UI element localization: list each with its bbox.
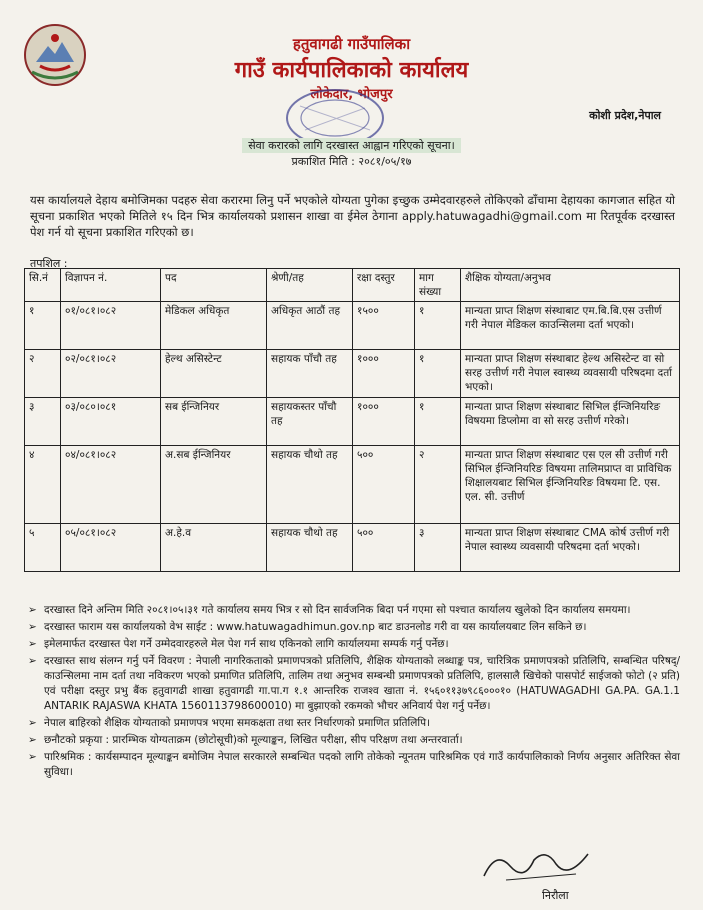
table-row	[25, 302, 680, 350]
col-header-sn: सि.नं	[25, 269, 61, 302]
vacancy-table	[24, 268, 680, 572]
list-item-text: इमेलमार्फत दरखास्त पेश गर्ने उम्मेदवारहरुले मेल पेश गर्न साथ एकिनको लागि कार्यालयमा सम्पर्क गर्नु पर्नेछ।	[44, 638, 449, 650]
cell-fee: १०००	[353, 398, 415, 446]
table-row	[25, 446, 680, 524]
cell-post: अ.हे.व	[161, 524, 267, 572]
cell-count: १	[415, 302, 461, 350]
header-location: लोकेदार, भोजपुर	[310, 87, 393, 102]
list-item	[28, 733, 680, 748]
list-item	[28, 654, 680, 714]
list-item	[28, 637, 680, 652]
list-item	[28, 716, 680, 731]
list-item-text: नेपाल बाहिरको शैक्षिक योग्यताको प्रमाणपत्र भएमा समकक्षता तथा स्तर निर्धारणको प्रमाणित प्रतिलिपि।	[44, 717, 431, 729]
list-item-text: दरखास्त फाराम यस कार्यालयको वेभ साईट : www.hatuwagadhimun.gov.np बाट डाउनलोड गरी वा यस कार्यालयबाट लिन सकिने छ।	[44, 621, 587, 633]
list-item	[28, 603, 680, 618]
list-item-text: दरखास्त दिने अन्तिम मिति २०८१।०५।३१ गते कार्यालय समय भित्र र सो दिन सार्वजनिक बिदा पर्न गएमा सो पश्चात कार्यालय खुलेको दिन कार्यालय समयमा।	[44, 604, 631, 616]
notice-title: सेवा करारको लागि दरखास्त आह्वान गरिएको सूचना।	[242, 138, 461, 153]
intro-paragraph: यस कार्यालयले देहाय बमोजिमका पदहरु सेवा करारमा लिनु पर्ने भएकोले योग्यता पुगेका इच्छुक उम्मेदवारहरुले तोकिएको ढाँचामा देहायका कागजात सहित यो सूचना प्रकाशित भएको मितिले १५ दिन भित्र कार्यालयको प्रशासन शाखा वा ईमेल ठेगाना apply.hatuwagadhi@gmail.com मा रितपूर्वक दरखास्त पेश गर्न यो सूचना प्रकाशित गरिएको छ।	[30, 193, 675, 239]
arrow-bullet-icon: ➢	[28, 655, 37, 667]
cell-sn: ५	[25, 524, 61, 572]
col-header-count: माग संख्या	[415, 269, 461, 302]
cell-fee: १५००	[353, 302, 415, 350]
cell-qualification: मान्यता प्राप्त शिक्षण संस्थाबाट सिभिल ईन्जिनियरिङ विषयमा डिप्लोमा वा सो सरह उत्तीर्ण गरेको।	[461, 398, 680, 446]
table-row	[25, 350, 680, 398]
col-header-fee: रक्षा दस्तुर	[353, 269, 415, 302]
instructions-list	[28, 603, 680, 782]
col-header-ad-no: विज्ञापन नं.	[61, 269, 161, 302]
list-item	[28, 620, 680, 635]
cell-fee: ५००	[353, 524, 415, 572]
cell-ad-no: ०१/०८१।०८२	[61, 302, 161, 350]
table-row	[25, 524, 680, 572]
cell-sn: २	[25, 350, 61, 398]
cell-fee: १०००	[353, 350, 415, 398]
cell-qualification: मान्यता प्राप्त शिक्षण संस्थाबाट एम.बि.बि.एस उत्तीर्ण गरी नेपाल मेडिकल काउन्सिलमा दर्ता भएको।	[461, 302, 680, 350]
col-header-post: पद	[161, 269, 267, 302]
cell-ad-no: ०३/०८०।०८१	[61, 398, 161, 446]
cell-sn: ३	[25, 398, 61, 446]
cell-fee: ५००	[353, 446, 415, 524]
cell-post: हेल्थ असिस्टेन्ट	[161, 350, 267, 398]
cell-post: अ.सब ईन्जिनियर	[161, 446, 267, 524]
published-date: प्रकाशित मिति : २०८१/०५/१७	[291, 155, 412, 168]
cell-sn: ४	[25, 446, 61, 524]
cell-qualification: मान्यता प्राप्त शिक्षण संस्थाबाट CMA कोर्ष उत्तीर्ण गरी नेपाल स्वास्थ्य व्यवसायी परिषदमा दर्ता भएको।	[461, 524, 680, 572]
cell-level: सहायक चौथो तह	[267, 524, 353, 572]
signature-icon	[476, 830, 596, 890]
arrow-bullet-icon: ➢	[28, 751, 37, 763]
cell-count: १	[415, 350, 461, 398]
cell-count: २	[415, 446, 461, 524]
col-header-level: श्रेणी/तह	[267, 269, 353, 302]
list-item-text: छनौटको प्रकृया : प्रारम्भिक योग्यताक्रम (छोटोसूची)को मूल्याङ्कन, लिखित परीक्षा, सीप परिक्षण तथा अन्तरवार्ता।	[44, 734, 463, 746]
arrow-bullet-icon: ➢	[28, 734, 37, 746]
header-municipality: हतुवागढी गाउँपालिका	[292, 35, 411, 53]
table-header-row	[25, 269, 680, 302]
table-label: तपशिल :	[30, 257, 68, 270]
cell-post: मेडिकल अधिकृत	[161, 302, 267, 350]
header-office: गाउँ कार्यपालिकाको कार्यालय	[234, 58, 469, 83]
list-item	[28, 750, 680, 780]
cell-ad-no: ०४/०८१।०८२	[61, 446, 161, 524]
list-item-text: पारिश्रमिक : कार्यसम्पादन मूल्याङ्कन बमोजिम नेपाल सरकारले सम्बन्धित पदको लागि तोकेको न्यूनतम पारिश्रमिक एवं गाउँ कार्यपालिकाको निर्णय अनुसार अतिरिक्त सेवा सुविधा।	[44, 751, 680, 778]
list-item-text: दरखास्त साथ संलग्न गर्नु पर्ने विवरण : नेपाली नागरिकताको प्रमाणपत्रको प्रतिलिपि, शैक्षिक योग्यताको लब्धाङ्क पत्र, चारित्रिक प्रमाणपत्रको प्रतिलिपि, सम्बन्धित परिषद्/काउन्सिलमा नाम दर्ता तथा नविकरण भएको प्रमाणित प्रतिलिपि, तालिम तथा अनुभव सम्बन्धी प्रमाणपत्रको प्रतिलिपि, हालसालै खिचेको पासपोर्ट साईजको फोटो (२ प्रति) एवं परीक्षा दस्तुर प्रभु बैंक हतुवागढी शाखा हतुवागढी गा.पा.ग १.१ आन्तरिक राजश्व खाता नं. १५६०११३७९८६०००१० (HATUWAGADHI GA.PA. GA.1.1 ANTARIK RAJASWA KHATA 1560113798600010) मा बुझाएको रकमको भौचर अनिवार्य पेश गर्नु पर्नेछ।	[44, 655, 680, 712]
province-label: कोशी प्रदेश,नेपाल	[589, 109, 661, 122]
cell-count: ३	[415, 524, 461, 572]
arrow-bullet-icon: ➢	[28, 638, 37, 650]
col-header-qualification: शैक्षिक योग्यता/अनुभव	[461, 269, 680, 302]
cell-ad-no: ०२/०८१।०८२	[61, 350, 161, 398]
cell-qualification: मान्यता प्राप्त शिक्षण संस्थाबाट एस एल सी उत्तीर्ण गरी सिभिल ईन्जिनियरिङ विषयमा तालिमप्राप्त वा प्राविधिक शिक्षालयबाट सिभिल ईन्जिनियरिङ विषयमा टि. एस. एल. सी. उत्तीर्ण	[461, 446, 680, 524]
cell-count: १	[415, 398, 461, 446]
cell-qualification: मान्यता प्राप्त शिक्षण संस्थाबाट हेल्थ असिस्टेन्ट वा सो सरह उत्तीर्ण गरी नेपाल स्वास्थ्य व्यवसायी परिषदमा दर्ता भएको।	[461, 350, 680, 398]
cell-sn: १	[25, 302, 61, 350]
table-row	[25, 398, 680, 446]
arrow-bullet-icon: ➢	[28, 621, 37, 633]
cell-level: अधिकृत आठौं तह	[267, 302, 353, 350]
cell-level: सहायकस्तर पाँचौ तह	[267, 398, 353, 446]
arrow-bullet-icon: ➢	[28, 604, 37, 616]
cell-ad-no: ०५/०८१।०८२	[61, 524, 161, 572]
cell-level: सहायक पाँचौ तह	[267, 350, 353, 398]
arrow-bullet-icon: ➢	[28, 717, 37, 729]
signatory-name: निरौला	[542, 889, 569, 902]
cell-level: सहायक चौथो तह	[267, 446, 353, 524]
cell-post: सब ईन्जिनियर	[161, 398, 267, 446]
notice-title-wrap	[0, 138, 703, 153]
